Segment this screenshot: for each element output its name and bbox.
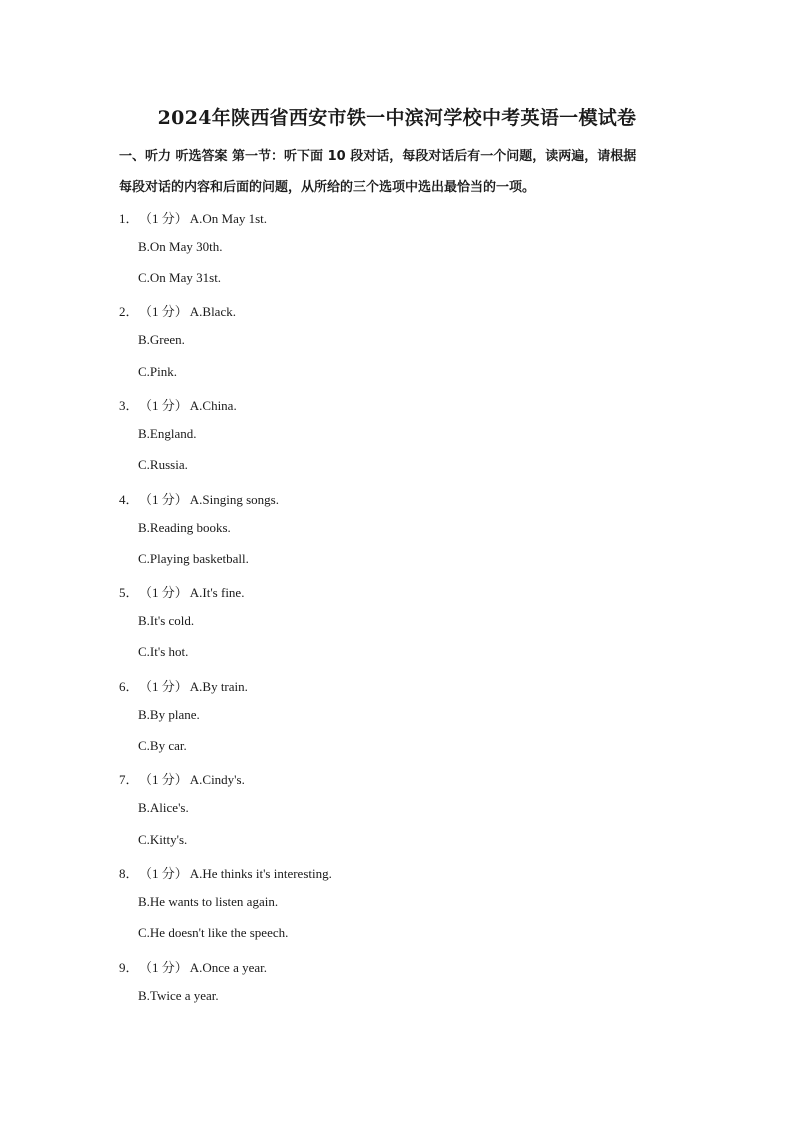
question-3-option-b: B.England. xyxy=(138,426,197,441)
question-8-option-c: C.He doesn't like the speech. xyxy=(138,925,289,940)
question-5-option-b: B.It's cold. xyxy=(138,613,195,628)
question-5-option-c: C.It's hot. xyxy=(138,644,189,659)
question-4-option-c: C.Playing basketball. xyxy=(138,551,249,566)
question-number: 4． xyxy=(119,492,139,507)
question-score: （1 分） xyxy=(139,585,188,600)
question-2-option-b: B.Green. xyxy=(138,332,185,347)
question-score: （1 分） xyxy=(139,866,188,881)
question-number: 8． xyxy=(119,866,139,881)
question-7 xyxy=(119,769,245,788)
question-number: 2． xyxy=(119,304,139,319)
question-3-option-c: C.Russia. xyxy=(138,457,188,472)
question-number: 7． xyxy=(119,772,139,787)
question-7-option-b: B.Alice's. xyxy=(138,800,189,815)
question-6-option-b: B.By plane. xyxy=(138,707,200,722)
question-2 xyxy=(119,301,236,320)
option-a: A.It's fine. xyxy=(189,585,245,600)
option-a: A.Singing songs. xyxy=(189,492,279,507)
question-score: （1 分） xyxy=(139,398,188,413)
question-number: 1． xyxy=(119,211,139,226)
question-8-option-b: B.He wants to listen again. xyxy=(138,894,279,909)
question-score: （1 分） xyxy=(139,679,188,694)
option-a: A.Cindy's. xyxy=(189,772,245,787)
question-score: （1 分） xyxy=(139,960,188,975)
question-4-option-b: B.Reading books. xyxy=(138,520,231,535)
section-instruction-line-1: 一、听力 听选答案 第一节：听下面 10 段对话，每段对话后有一个问题，读两遍，请根据 xyxy=(119,149,637,164)
question-8 xyxy=(119,863,332,882)
question-7-option-c: C.Kitty's. xyxy=(138,832,188,847)
question-score: （1 分） xyxy=(139,304,188,319)
question-5 xyxy=(119,582,244,601)
question-1-option-b: B.On May 30th. xyxy=(138,239,223,254)
option-a: A.Once a year. xyxy=(189,960,268,975)
option-a: A.By train. xyxy=(189,679,248,694)
option-a: A.On May 1st. xyxy=(189,211,268,226)
option-a: A.He thinks it's interesting. xyxy=(189,866,332,881)
question-6-option-c: C.By car. xyxy=(138,738,187,753)
question-1-option-c: C.On May 31st. xyxy=(138,270,222,285)
question-score: （1 分） xyxy=(139,211,188,226)
option-a: A.China. xyxy=(189,398,237,413)
question-number: 9． xyxy=(119,960,139,975)
page-title: 2024年陕西省西安市铁一中滨河学校中考英语一模试卷 xyxy=(157,107,637,129)
question-score: （1 分） xyxy=(139,492,188,507)
question-number: 5． xyxy=(119,585,139,600)
option-a: A.Black. xyxy=(189,304,236,319)
question-3 xyxy=(119,395,237,414)
question-1 xyxy=(119,208,267,227)
question-4 xyxy=(119,489,279,508)
section-instruction-line-2: 每段对话的内容和后面的问题，从所给的三个选项中选出最恰当的一项。 xyxy=(119,180,536,195)
question-9 xyxy=(119,957,267,976)
question-number: 3． xyxy=(119,398,139,413)
question-2-option-c: C.Pink. xyxy=(138,364,178,379)
question-score: （1 分） xyxy=(139,772,188,787)
question-9-option-b: B.Twice a year. xyxy=(138,988,219,1003)
question-number: 6． xyxy=(119,679,139,694)
question-6 xyxy=(119,676,248,695)
